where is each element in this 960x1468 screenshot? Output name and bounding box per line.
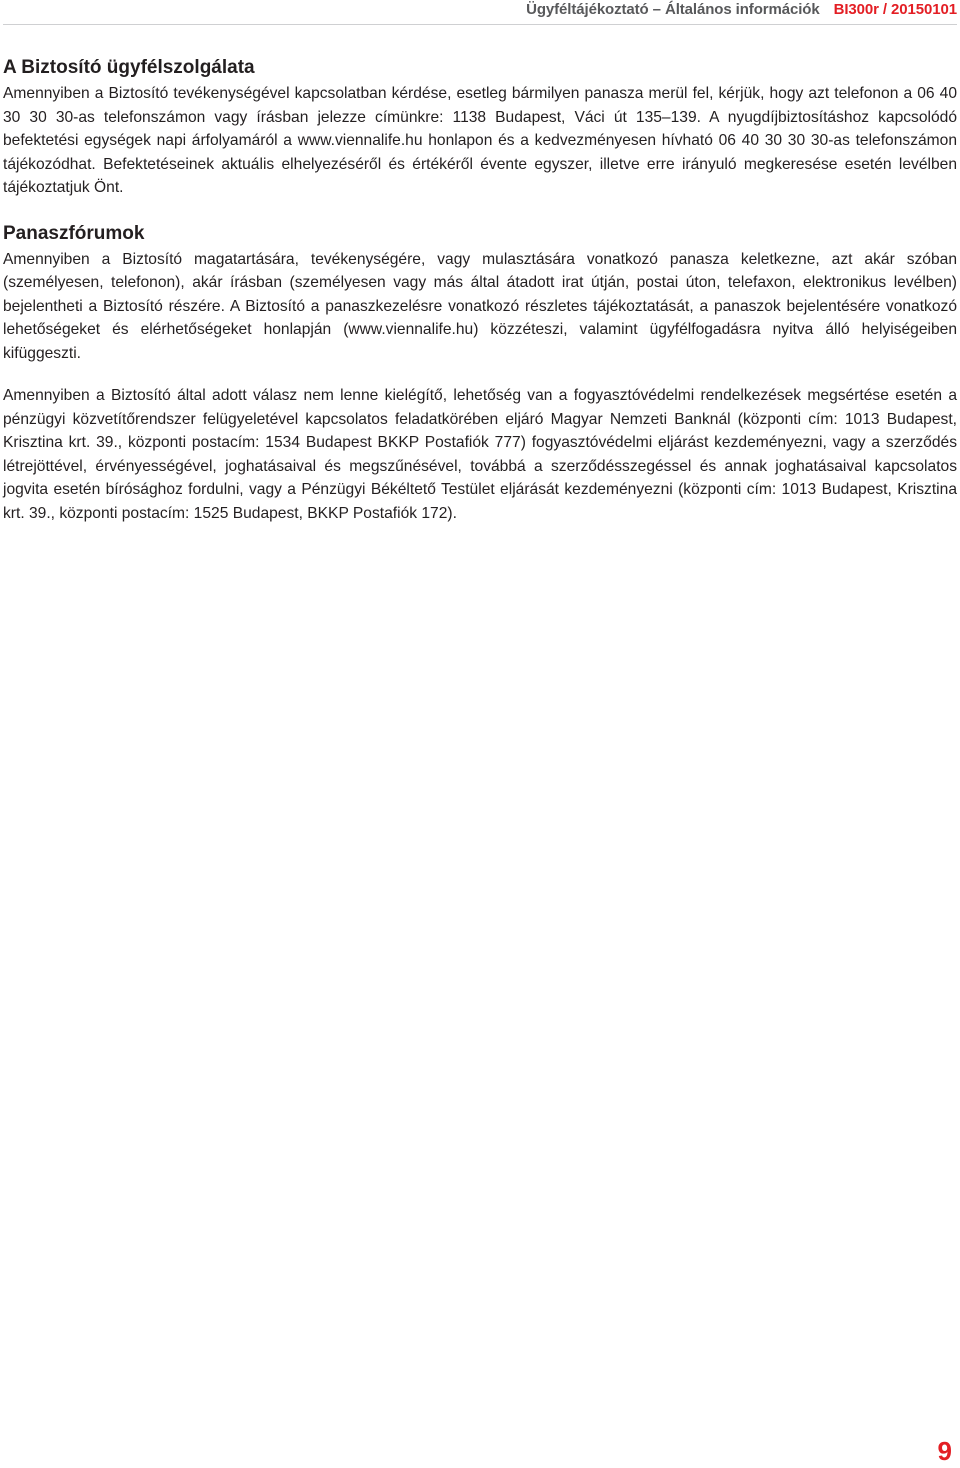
section-paragraph: Amennyiben a Biztosító tevékenységével kapcsolatban kérdése, esetleg bármilyen panasza merül fel, kérjük, hogy azt telefonon a 06 40 30 30 30-as telefonszámon vagy írásban jelezze címünkre: 1138 Budapest, Váci út 135–139. A nyugdíjbiztosításhoz kapcsolódó befektetési egységek napi árfolyamáról a www.viennalife.hu honlapon és a kedvezményesen hívható 06 40 30 30 30-as telefonszámon tájékozódhat. Befektetéseinek aktuális elhelyezéséről és értékéről évente egyszer, illetve erre irányuló megkeresése esetén levélben tájékoztatjuk Önt. [3,85,957,196]
document-body [3,55,957,525]
section-spacer [3,200,957,221]
section-title: A Biztosító ügyfélszolgálata [3,57,255,78]
document-code: BI300r / 20150101 [833,1,957,18]
header-divider [3,24,957,25]
header-text [526,1,957,18]
page-number: 9 [937,1436,952,1466]
page-header [0,0,960,24]
paragraph-spacer [3,365,957,384]
document-title: Ügyféltájékoztató – Általános információk [526,1,820,18]
section-complaint-forums [3,221,957,526]
section-customer-service [3,55,957,200]
section-title: Panaszfórumok [3,222,145,244]
section-paragraph: Amennyiben a Biztosító magatartására, tevékenységére, vagy mulasztására vonatkozó panasza keletkezne, azt akár szóban (személyesen, telefonon), akár írásban (személyesen vagy más által átadott irat útján, postai úton, telefaxon, elektronikus levélben) bejelentheti a Biztosító részére. A Biztosító a panaszkezelésre vonatkozó részletes tájékoztatását, a panaszok bejelentésére vonatkozó lehetőségeket és elérhetőségeket honlapján (www.viennalife.hu) közzéteszi, valamint ügyfélfogadásra nyitva álló helyiségeiben kifüggeszti. [3,250,957,362]
section-paragraph: Amennyiben a Biztosító által adott válasz nem lenne kielégítő, lehetőség van a fogyasztóvédelmi rendelkezések megsértése esetén a pénzügyi közvetítőrendszer felügyeletével kapcsolatos feladatkörében eljáró Magyar Nemzeti Banknál (központi cím: 1013 Budapest, Krisztina krt. 39., központi postacím: 1534 Budapest BKKP Postafiók 777) fogyasztóvédelmi eljárást kezdeményezni, vagy a szerződés létrejöttével, érvényességével, joghatásaival és megszűnésével, továbbá a szerződésszegéssel és annak joghatásaival kapcsolatos jogvita esetén bírósághoz fordulni, vagy a Pénzügyi Békéltető Testület eljárását kezdeményezni (központi cím: 1013 Budapest, Krisztina krt. 39., központi postacím: 1525 Budapest, BKKP Postafiók 172). [3,387,957,522]
